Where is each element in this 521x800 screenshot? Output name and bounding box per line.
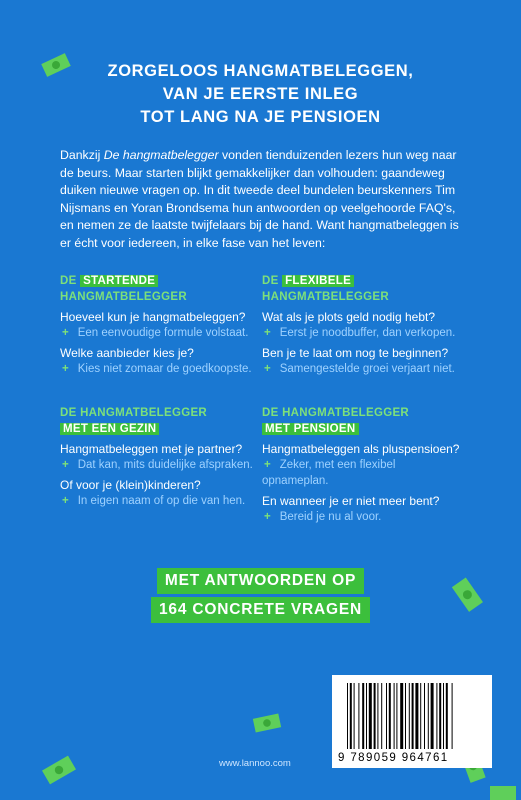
plus-icon: + [62,459,69,471]
answer [262,457,462,489]
question: Hangmatbeleggen met je partner? [60,442,243,456]
plus-icon: + [62,495,69,507]
question: Ben je te laat om nog te beginnen? [262,346,449,360]
title-highlight: STARTENDE [80,275,158,287]
plus-icon: + [264,511,271,523]
title-prefix: DE [262,275,279,287]
cta-line: MET ANTWOORDEN OP [157,568,364,594]
euro-bill-icon [40,754,78,786]
intro-text: vonden tienduizenden lezers hun weg naar de beurs. Maar starten blijkt gemakkelijker dan volhouden: gaandeweg duiken nieuwe vragen op. In dit tweede deel bundelen beurskenners Tim Nijsmans en Yoran Brondsema hun antwoorden op veelgehoorde FAQ's, en nemen ze de laatste twijfelaars bij de hand. Want hangmatbeleggen is er écht voor iedereen, in elke fase van het leven: [60,148,459,250]
answer [262,361,462,377]
barcode-bars-icon [345,683,481,749]
answer-text: Samengestelde groei verjaart niet. [279,363,455,375]
section-title [60,273,260,305]
intro-text: Dankzij [60,148,104,162]
answer [262,509,462,525]
title-highlight: MET PENSIOEN [262,423,359,435]
title-line: DE HANGMATBELEGGER [262,407,410,419]
answer [262,325,462,341]
plus-icon: + [62,363,69,375]
title-highlight: FLEXIBELE [282,275,354,287]
cta-line: 164 CONCRETE VRAGEN [151,597,370,623]
section-pension [262,405,462,528]
question: Hoeveel kun je hangmatbeleggen? [60,310,246,324]
answer-text: Een eenvoudige formule volstaat. [77,327,249,339]
answer-text: Bereid je nu al voor. [279,511,382,523]
question: Wat als je plots geld nodig hebt? [262,310,435,324]
headline-line: ZORGELOOS HANGMATBELEGGEN, [107,62,414,80]
answer-text: In eigen naam of op die van hen. [77,495,246,507]
plus-icon: + [264,327,271,339]
question: Hangmatbeleggen als pluspensioen? [262,442,460,456]
plus-icon: + [62,327,69,339]
section-title [262,405,462,437]
section-flexible [262,273,462,380]
question: Welke aanbieder kies je? [60,346,194,360]
website-link[interactable]: www.lannoo.com [219,758,291,769]
question: Of voor je (klein)kinderen? [60,478,201,492]
section-title [262,273,462,305]
section-title [60,405,260,437]
answer [60,361,260,377]
intro-paragraph [60,147,470,252]
answer-text: Kies niet zomaar de goedkoopste. [77,363,252,375]
answer [60,325,260,341]
title-highlight: MET EEN GEZIN [60,423,159,435]
headline-line: VAN JE EERSTE INLEG [162,85,359,103]
section-starting [60,273,260,380]
isbn-digits: 9 789059 964761 [338,752,449,764]
headline [0,60,521,129]
title-line: HANGMATBELEGGER [262,291,389,303]
euro-bill-icon [488,784,518,800]
isbn-barcode [332,675,492,768]
question: En wanneer je er niet meer bent? [262,494,440,508]
plus-icon: + [264,363,271,375]
book-title: De hangmatbelegger [103,148,219,162]
answer-text: Zeker, met een flexibel opnameplan. [262,459,396,487]
answer [60,457,260,473]
euro-bill-icon [250,712,284,734]
answer [60,493,260,509]
call-to-action [0,568,521,623]
answer-text: Dat kan, mits duidelijke afspraken. [77,459,253,471]
plus-icon: + [264,459,271,471]
title-prefix: DE [60,275,77,287]
section-family [60,405,260,512]
title-line: DE HANGMATBELEGGER [60,407,208,419]
title-line: HANGMATBELEGGER [60,291,187,303]
headline-line: TOT LANG NA JE PENSIOEN [140,108,381,126]
answer-text: Eerst je noodbuffer, dan verkopen. [279,327,456,339]
